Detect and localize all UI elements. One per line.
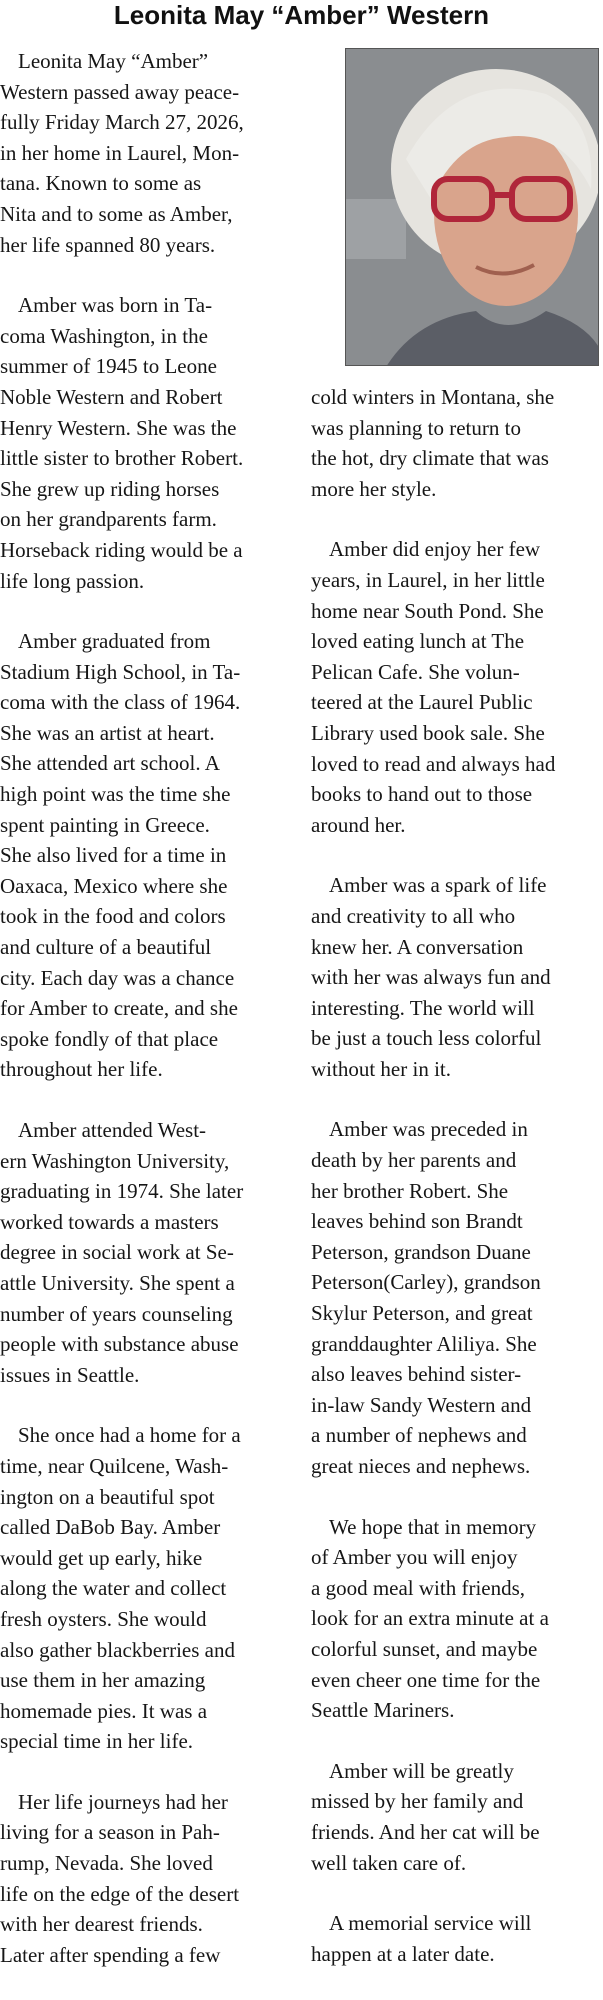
obituary-paragraph: Amber will be greatly missed by her family and friends. And her cat will be well taken care of.	[311, 1758, 540, 1875]
obituary-paragraph: Amber did enjoy her few years, in Laurel, in her little home near South Pond. She loved eating lunch at The Pelican Cafe. She volun- teered at the Laurel Public Library used book sale. She loved to read and always had books to hand out to those around her.	[311, 537, 556, 837]
obituary-paragraph: She once had a home for a time, near Quilcene, Wash- ington on a beautiful spot called DaBob Bay. Amber would get up early, hike along the water and collect fresh oysters. She would also gather blackberries and use them in her amazing homemade pies. It was a special time in her life.	[0, 1423, 241, 1754]
obituary-paragraph: Amber was preceded in death by her parents and her brother Robert. She leaves behind son Brandt Peterson, grandson Duane Peterson(Carley), grandson Skylur Peterson, and great granddaughter Aliliya. She also leaves behind sister- in-law Sandy Western and a number of nephews and great nieces and nephews.	[311, 1117, 541, 1478]
obituary-paragraph: Leonita May “Amber” Western passed away peace- fully Friday March 27, 2026, in her home in Laurel, Mon- tana. Known to some as Nita and to some as Amber, her life spanned 80 years.	[0, 49, 244, 257]
photo-background-sign	[346, 199, 406, 259]
obituary-paragraph: Amber was a spark of life and creativity to all who knew her. A conversation with her was always fun and interesting. The world will be just a touch less colorful without her in it.	[311, 873, 551, 1081]
obituary-paragraph: Amber graduated from Stadium High School, in Ta- coma with the class of 1964. She was an artist at heart. She attended art school. A high point was the time she spent painting in Greece. She also lived for a time in Oaxaca, Mexico where she took in the food and colors and culture of a beautiful city. Each day was a chance for Amber to create, and she spoke fondly of that place throughout her life.	[0, 629, 241, 1082]
obituary-paragraph: cold winters in Montana, she was planning to return to the hot, dry climate that was more her style.	[311, 385, 555, 501]
portrait-photo	[345, 48, 599, 366]
portrait-photo-icon	[346, 49, 599, 366]
right-column	[311, 382, 603, 1999]
obituary-paragraph: Her life journeys had her living for a season in Pah- rump, Nevada. She loved life on the edge of the desert with her dearest friends. Later after spending a few	[0, 1789, 240, 1967]
obituary-paragraph: Amber was born in Ta- coma Washington, in the summer of 1945 to Leone Noble Western and Robert Henry Western. She was the little sister to brother Robert. She grew up riding horses on her grandparents farm. Horseback riding would be a life long passion.	[0, 293, 244, 593]
obituary-paragraph: Amber attended West- ern Washington University, graduating in 1974. She later worked towards a masters degree in social work at Se- attle University. She spent a number of years counseling people with substance abuse issues in Seattle.	[0, 1118, 244, 1387]
left-column	[0, 46, 292, 2000]
obituary-paragraph: A memorial service will happen at a later date.	[311, 1911, 532, 1966]
page-title: Leonita May “Amber” Western	[113, 0, 490, 30]
obituary-paragraph: We hope that in memory of Amber you will enjoy a good meal with friends, look for an extra minute at a colorful sunset, and maybe even cheer one time for the Seattle Mariners.	[311, 1514, 549, 1723]
